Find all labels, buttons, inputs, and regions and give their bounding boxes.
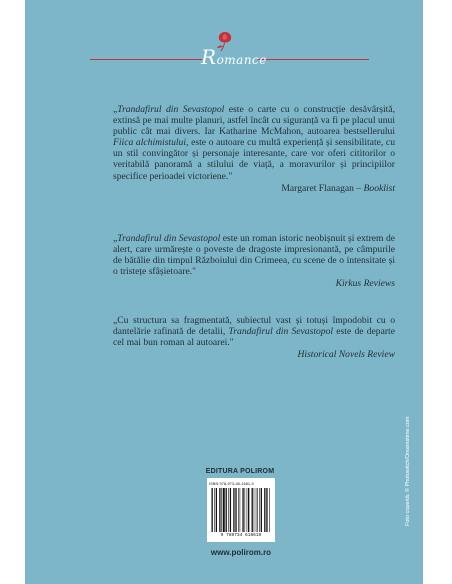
barcode-bar	[228, 488, 229, 532]
barcode-bar	[248, 488, 249, 532]
barcode-bar	[219, 488, 220, 532]
barcode-bar	[259, 488, 260, 532]
logo-rest: omance	[216, 53, 267, 67]
series-logo	[25, 28, 423, 78]
review-text: „Trandafirul din Sevastopol este o carte cu o construcție desăvârșită, extinsă pe mai multe planuri, astfel încât cu siguranță va fi pe placul unui public cât mai divers. Iar Katharine McMahon, autoarea bestsellerului Fiica alchimistului, este o autoare cu multă experiență și sensibilitate, cu un stil convingător și personaje interesante, care vor oferi cititorilor o veritabilă panoramă a stilului de viață, a moravurilor și principiilor specifice perioadei victoriene."	[113, 104, 395, 182]
barcode-bar	[233, 488, 234, 532]
barcode-bar	[235, 488, 236, 532]
barcode	[211, 488, 271, 532]
barcode-bar	[212, 488, 213, 532]
barcode-bar	[223, 488, 225, 532]
review-text: „Trandafirul din Sevastopol este un roman istoric neobișnuit și extrem de alert, care urmărește o poveste de dragoste impresionantă, pe câmpurile de bătălie din timpul Războiului din Crimeea, cu scene de o intensitate și o tristețe sfâșietoare."	[113, 233, 396, 278]
review-historical-novels	[113, 315, 395, 360]
review-source: Margaret Flanagan – Booklist	[281, 182, 395, 194]
book-title: Trandafirul din Sevastopol	[117, 104, 225, 115]
barcode-bar	[252, 488, 253, 532]
barcode-bar	[256, 488, 257, 532]
barcode-bar	[247, 488, 248, 532]
review-booklist	[113, 104, 395, 194]
book-title: Trandafirul din Sevastopol	[117, 233, 221, 244]
barcode-bar	[238, 488, 239, 532]
barcode-bar	[216, 488, 217, 532]
barcode-bar	[261, 488, 262, 532]
review-source: Kirkus Reviews	[335, 278, 395, 290]
photo-credit: Foto copertă: © Photowitch/Dreamstime.com	[405, 416, 411, 526]
book-title: Trandafirul din Sevastopol	[228, 326, 334, 338]
logo-wordmark	[201, 45, 267, 69]
barcode-bar	[254, 488, 255, 532]
publisher-name: EDITURA POLIROM	[205, 468, 275, 475]
barcode-digits: 9 789734 616619	[220, 533, 262, 538]
barcode-bar	[226, 488, 227, 532]
barcode-bar	[257, 488, 258, 532]
review-kirkus	[113, 233, 395, 289]
logo-initial: R	[201, 45, 217, 69]
back-cover	[25, 0, 423, 584]
publisher-website: www.polirom.ro	[210, 548, 272, 557]
review-source: Historical Novels Review	[297, 349, 395, 361]
barcode-bar	[266, 488, 267, 532]
logo-divider-left	[90, 59, 202, 60]
barcode-bar	[221, 488, 222, 532]
barcode-bar	[245, 488, 246, 532]
barcode-panel	[207, 478, 275, 542]
barcode-bar	[242, 488, 243, 532]
barcode-bar	[214, 488, 215, 532]
barcode-bar	[240, 488, 241, 532]
isbn-text: ISBN 978-973-46-1661-9	[209, 481, 254, 486]
review-text: „Cu structura sa fragmentată, subiectul vast și totuși împodobit cu o dantelărie rafinată de detalii, Trandafirul din Sevastopol este de departe cel mai bun roman al autoarei."	[113, 315, 395, 349]
barcode-bar	[264, 488, 265, 532]
book-title-alt: Fiica alchimistului	[113, 137, 187, 149]
logo-divider-right	[257, 59, 369, 60]
barcode-bar	[269, 488, 270, 532]
barcode-bar	[230, 488, 231, 532]
